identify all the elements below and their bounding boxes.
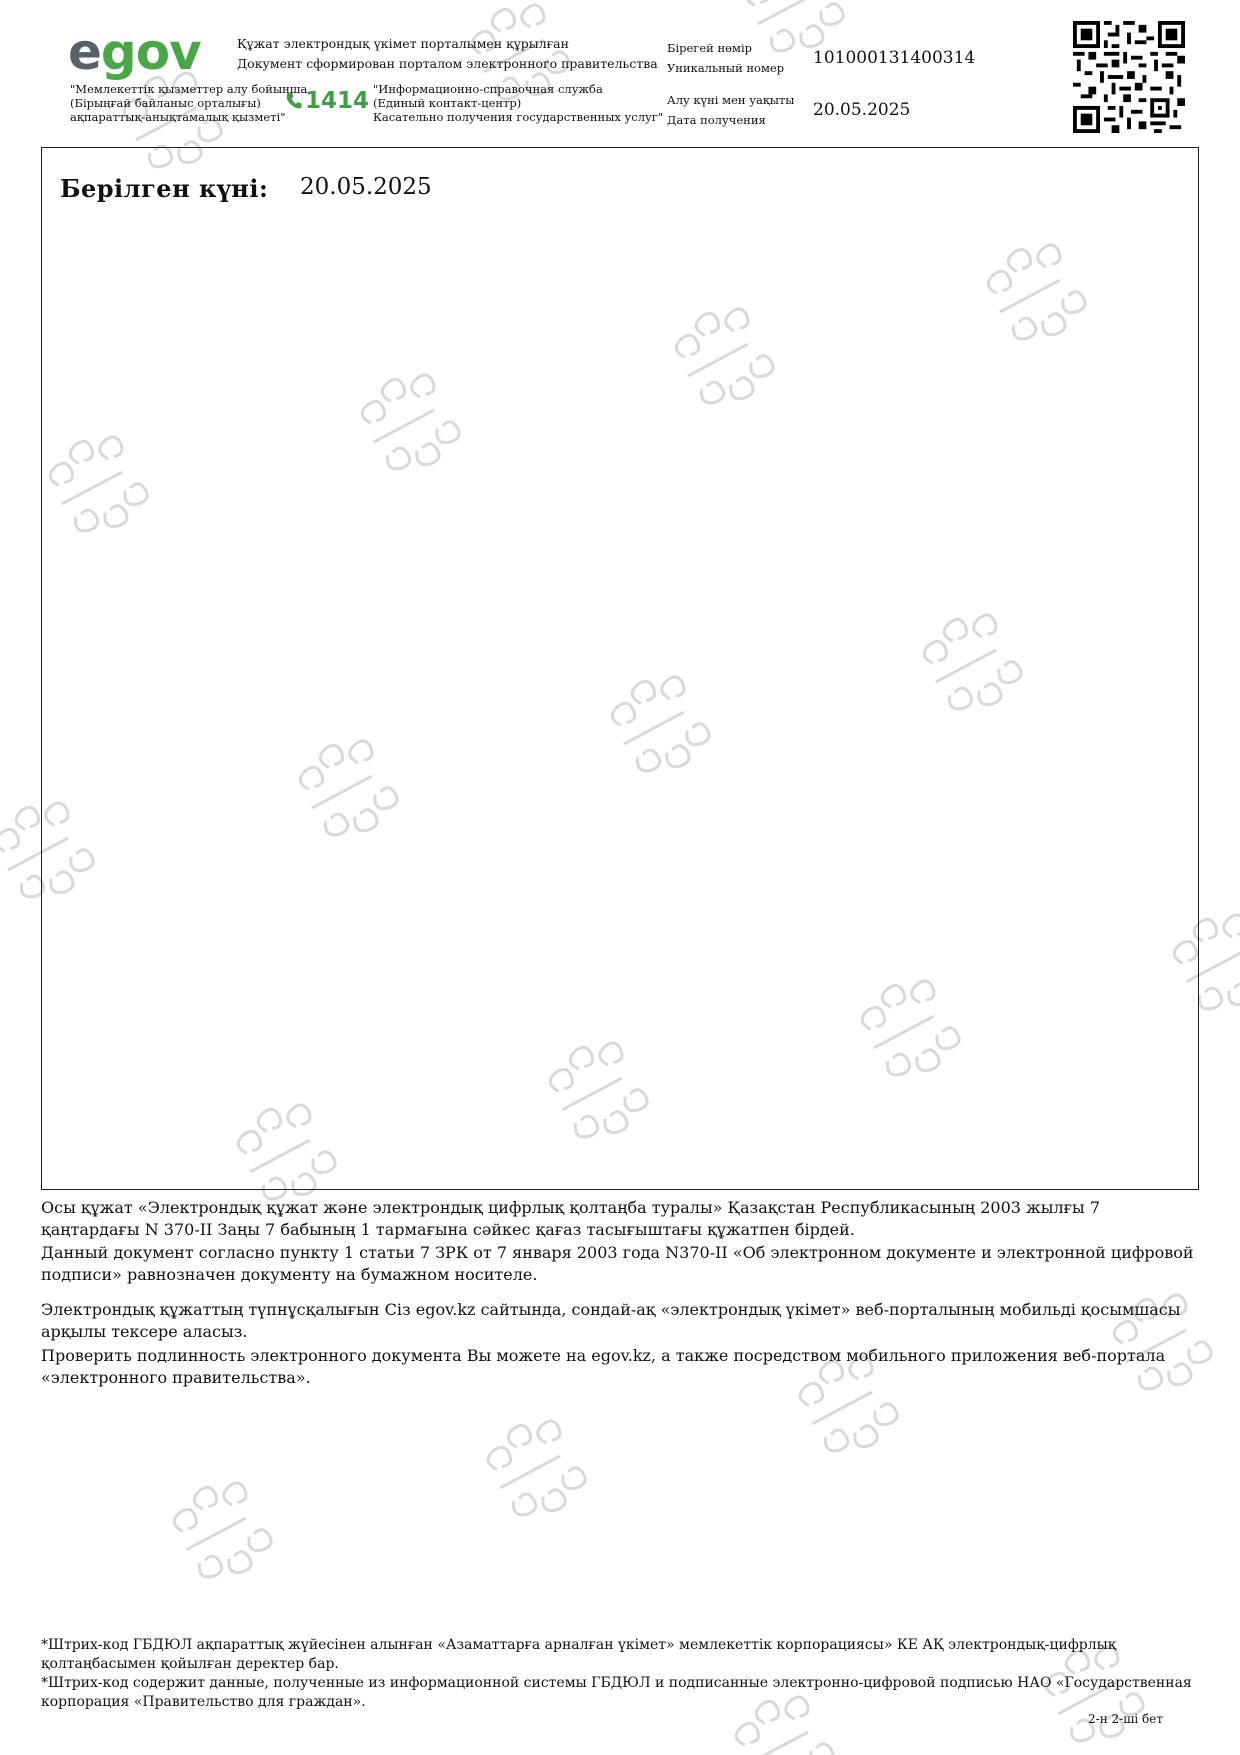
issued-date-label: Берілген күні: — [60, 174, 269, 203]
unique-number: 101000131400314 — [813, 48, 976, 68]
portal-caption — [237, 34, 658, 74]
qr-code-icon — [1073, 21, 1185, 133]
portal-line-kz: Құжат электрондық үкімет порталымен құрылған — [237, 36, 569, 51]
unique-number-label-kz: Бірегей нөмір — [667, 41, 753, 55]
date-received-label — [667, 90, 794, 130]
issued-date-value: 20.05.2025 — [300, 174, 432, 200]
barcode-footnote-kz: *Штрих-код ГБДЮЛ ақпараттық жүйесінен алынған «Азаматтарға арналған үкімет» мемлекеттік корпорациясы» КЕ АҚ электрондық-цифрлық қолтаңбасымен қойылған деректер бар. — [41, 1637, 1117, 1672]
unique-number-label-ru: Уникальный номер — [667, 61, 785, 75]
callcenter-ru-line: (Единый контакт-центр) — [373, 96, 522, 110]
callcenter-kz-line: ақпараттық-анықтамалық қызметі" — [70, 110, 286, 124]
callcenter-ru-line: "Информационно-справочная служба — [373, 82, 603, 96]
egov-logo — [68, 24, 218, 80]
date-received: 20.05.2025 — [813, 100, 911, 120]
callcenter-caption-ru — [373, 82, 663, 124]
callcenter-caption-kz — [70, 82, 307, 124]
portal-line-ru: Документ сформирован порталом электронного правительства — [237, 56, 658, 71]
legal-equivalence-kz: Осы құжат «Электрондық құжат және электрондық цифрлық қолтаңба туралы» Қазақстан Республикасының 2003 жылғы 7 қаңтардағы N 370-II Заңы 7 бабының 1 тармағына сәйкес қағаз тасығыштағы құжатпен бірдей. — [41, 1198, 1101, 1239]
document-frame — [41, 147, 1199, 1190]
phone-number — [286, 88, 369, 114]
phone-icon — [286, 92, 302, 110]
phone-number-text: 1414 — [305, 88, 370, 114]
callcenter-kz-line: "Мемлекеттік қызметтер алу бойынша — [70, 82, 308, 96]
verification-note-ru: Проверить подлинность электронного документа Вы можете на egov.kz, а также посредством мобильного приложения веб-портала «электронного правительства». — [41, 1346, 1166, 1387]
logo-main: gov — [100, 23, 201, 81]
logo-prefix: e — [68, 23, 101, 81]
legal-equivalence-ru: Данный документ согласно пункту 1 статьи 7 ЗРК от 7 января 2003 года N370-II «Об электронном документе и электронной цифровой подписи» равнозначен документу на бумажном носителе. — [41, 1243, 1194, 1284]
verification-note-kz: Электрондық құжаттың түпнұсқалығын Сіз egov.kz сайтында, сондай-ақ «электрондық үкімет» веб-порталының мобильді қосымшасы арқылы тексере аласыз. — [41, 1300, 1181, 1341]
date-label-ru: Дата получения — [667, 113, 766, 127]
page-number: 2-н 2-ші бет — [1088, 1712, 1163, 1726]
ornament-watermark-icon — [465, 1407, 595, 1537]
date-label-kz: Алу күні мен уақыты — [667, 93, 795, 107]
callcenter-ru-line: Касательно получения государственных услуг" — [373, 110, 664, 124]
barcode-footnote-ru: *Штрих-код содержит данные, полученные из информационной системы ГБДЮЛ и подписанные электронно-цифровой подписью НАО «Государственная корпорация «Правительство для граждан». — [41, 1675, 1192, 1710]
unique-number-label — [667, 38, 784, 78]
callcenter-kz-line: (Бірыңғай байланыс орталығы) — [70, 96, 261, 110]
ornament-watermark-icon — [151, 1469, 281, 1599]
